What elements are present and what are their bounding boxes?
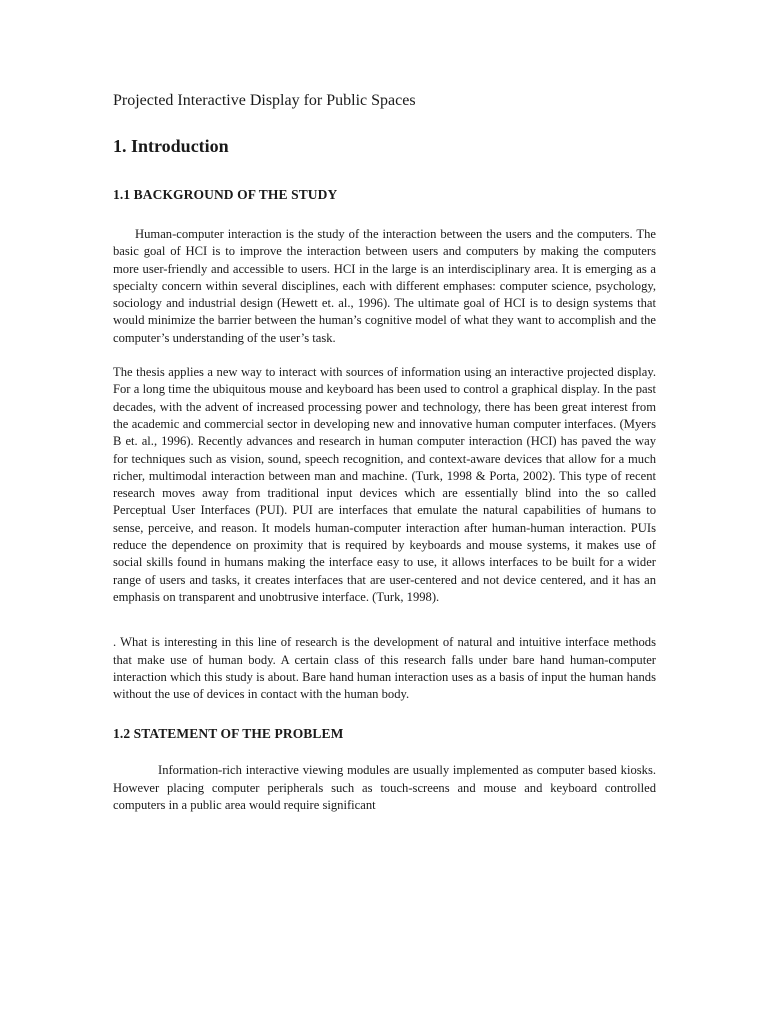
paragraph: The thesis applies a new way to interact with sources of information using an interactive projected display. For a long time the ubiquitous mouse and keyboard has been used to control a graphical display. In the past decades, with the advent of increased processing power and technology, there has been great interest from the academic and commercial sector in developing new and innovative human computer interfaces. (Myers B et. al., 1996). Recently advances and research in human computer interaction (HCI) has paved the way for techniques such as vision, sound, speech recognition, and context-aware devices that allow for a much richer, multimodal interaction between man and machine. (Turk, 1998 & Porta, 2002). This type of recent research moves away from traditional input devices which are essentially blind into the so called Perceptual User Interfaces (PUI). PUI are interfaces that emulate the natural capabilities of humans to sense, perceive, and reason. It models human-computer interaction after human-human interaction. PUIs reduce the dependence on proximity that is required by keyboards and mouse systems, it makes use of social skills found in humans making the interface easy to use, it allows interfaces to be built for a wider range of users and tasks, it creates interfaces that are user-centered and not device centered, and it has an emphasis on transparent and unobtrusive interface. (Turk, 1998).	[113, 365, 656, 604]
paragraph: Information-rich interactive viewing modules are usually implemented as computer based kiosks. However placing computer peripherals such as touch-screens and mouse and keyboard controlled computers in a public area would require significant	[113, 763, 656, 813]
document-title: Projected Interactive Display for Public Spaces	[113, 92, 416, 109]
section-heading-problem: 1.2 STATEMENT OF THE PROBLEM	[113, 726, 344, 742]
paragraph: . What is interesting in this line of research is the development of natural and intuitive interface methods that make use of human body. A certain class of this research falls under bare hand human-computer interaction which this study is about. Bare hand human interaction uses as a basis of input the human hands without the use of devices in contact with the human body.	[113, 635, 656, 702]
document-page	[113, 90, 656, 814]
section-heading-background: 1.1 BACKGROUND OF THE STUDY	[113, 187, 338, 202]
chapter-heading: 1. Introduction	[113, 136, 229, 156]
paragraph: Human-computer interaction is the study of the interaction between the users and the computers. The basic goal of HCI is to improve the interaction between users and computers by making the computers more user-friendly and accessible to users. HCI in the large is an interdisciplinary area. It is emerging as a specialty concern within several disciplines, each with different emphases: computer science, psychology, sociology and industrial design (Hewett et. al., 1996). The ultimate goal of HCI is to design systems that would minimize the barrier between the human’s cognitive model of what they want to accomplish and the computer’s understanding of the user’s task.	[113, 227, 656, 345]
